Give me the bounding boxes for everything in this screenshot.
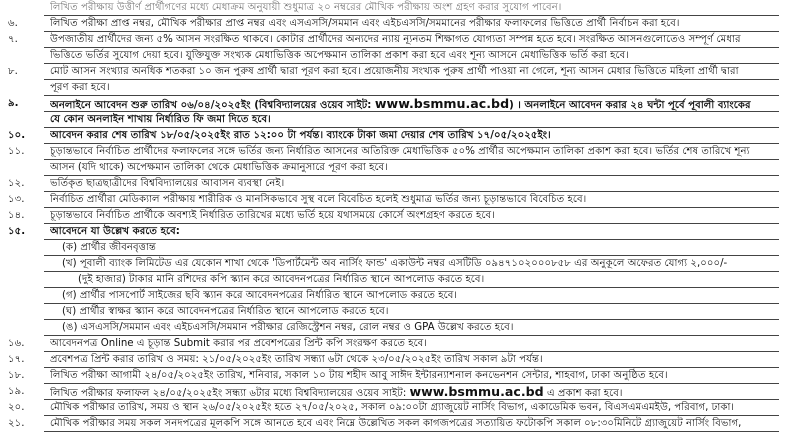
notice-text: (খ) পূবালী ব্যাংক লিমিটেড এর যেকোন শাখা থেকে 'ডিপার্টমেন্ট অব নার্সিং ফান্ড' একাউন্ট নম্বর এসটিডি ০৯৪৭১০২০০০৮৫৮ এর অনুকূলে অফেরত যোগ্য ২,০০০/- (62, 258, 728, 269)
notice-line (0, 352, 800, 368)
notice-line (0, 400, 800, 416)
item-number: ১৯. (8, 386, 25, 397)
notice-text: যে কোন অনলাইন শাখায় নির্ধারিত ফি জমা দিতে হবে। (50, 114, 271, 125)
website-url: www.bsmmu.ac.bd (409, 384, 544, 399)
notice-line (0, 288, 800, 304)
notice-text: (ক) প্রার্থীর জীবনবৃত্তান্ত (62, 242, 156, 253)
notice-line (0, 368, 800, 384)
notice-text: (দুই হাজার) টাকার মানি রশিদের কপি স্ক্যান করে আবেদনপত্রের নির্ধারিত স্থানে আপলোড করতে হবে। (78, 274, 485, 285)
notice-text: প্রবেশপত্র প্রিন্ট করার তারিখ ও সময়: ২১/০৫/২০২৫ইং তারিখ সন্ধ্যা ৬টা থেকে ২৩/০৫/২০২৫ইং তারিখ সকাল ৯টা পর্যন্ত। (50, 354, 543, 365)
notice-text: চূড়ান্তভাবে নির্বাচিত প্রার্থীকে অবশ্যই নির্ধারিত তারিখের মধ্যে ভর্তি হয়ে যথাসময়ে কোর্সে অংশগ্রহণ করতে হবে। (50, 210, 495, 221)
item-number: ১২. (8, 178, 25, 189)
item-number: ১৪. (8, 210, 25, 221)
item-number: ২১. (8, 418, 25, 429)
notice-text: লিখিত পরীক্ষা প্রাপ্ত নম্বর, মৌখিক পরীক্ষার প্রাপ্ত নম্বর এবং এসএসসি/সমমান এবং এইচএসসি/সমমানের পরীক্ষার ফলাফলের ভিত্তিতে প্রার্থী নির্বাচন করা হবে। (50, 18, 680, 29)
row-rule (44, 431, 779, 432)
item-number: ১০. (8, 130, 26, 141)
item-number: ১১. (8, 146, 25, 157)
notice-line (0, 208, 800, 224)
notice-text: মৌখিক পরীক্ষার সময় সকল সনদপত্রের মূলকপি সঙ্গে আনতে হবে এবং নিম্নে উল্লেখিত সকল কাগজপত্রের সত্যায়িত ফটোকপি সকাল ০৮:৩০মিনিটে গ্র্যাজুয়েট নার্সিং বিভাগ, (50, 418, 742, 429)
notice-text: নির্বাচিত প্রার্থীরা মেডিক্যাল পরীক্ষায় শারীরিক ও মানসিকভাবে সুস্থ বলে বিবেচিত হলেই শুধুমাত্র ভর্তির জন্য চূড়ান্তভাবে বিবেচিত হবে। (50, 194, 587, 205)
notice-text: আসন (যদি থাকে) অপেক্ষমান তালিকা থেকে মেধাভিত্তিক ক্রমানুসারে পূরণ করা হবে। (50, 162, 388, 173)
notice-line (0, 112, 800, 128)
notice-line (0, 192, 800, 208)
notice-text: আবেদনপত্র Online এ চূড়ান্ত Submit করার পর প্রবেশপত্রের প্রিন্ট কপি সংরক্ষণ করতে হবে। (50, 338, 427, 349)
notice-line (0, 240, 800, 256)
item-number: ১৭. (8, 354, 25, 365)
notice-line (0, 32, 800, 48)
notice-text: আবেদনে যা উল্লেখ করতে হবে: (50, 226, 180, 237)
notice-line (0, 16, 800, 32)
notice-line (0, 256, 800, 272)
item-number: ১৩. (8, 194, 25, 205)
item-number: ১৬. (8, 338, 25, 349)
notice-text: অনলাইনে আবেদন শুরু তারিখ ০৬/০৪/২০২৫ইং (বিশ্ববিদ্যালয়ের ওয়েব সাইট: www.bsmmu.ac.bd) । অনলাইনে আবেদন করার ২৪ ঘন্টা পূর্বে পূবালী ব্যাংকের (50, 96, 751, 111)
notice-text: চূড়ান্তভাবে নির্বাচিত প্রার্থীদের ফলাফলের সঙ্গে ভর্তির জন্য নির্ধারিত আসনের অতিরিক্ত মেধাভিত্তিক ৫০% প্রার্থীর অপেক্ষমান তালিকা প্রকাশ করা হবে। ভর্তির শেষ তারিখে শূন্য (50, 146, 750, 157)
notice-line (0, 416, 800, 432)
notice-line (0, 96, 800, 112)
item-number: ১৫. (8, 226, 26, 237)
notice-line (0, 176, 800, 192)
notice-line (0, 336, 800, 352)
item-number: ৬. (8, 18, 18, 29)
notice-line (0, 320, 800, 336)
notice-line (0, 48, 800, 64)
notice-text: আবেদন করার শেষ তারিখ ১৮/০৫/২০২৫ইং রাত ১২:০০ টা পর্যন্ত। ব্যাংকে টাকা জমা দেয়ার শেষ তারিখ ১৭/০৫/২০২৫ইং। (50, 130, 551, 141)
notice-line (0, 128, 800, 144)
notice-line (0, 144, 800, 160)
item-number: ৭. (8, 34, 18, 45)
item-number: ৯. (8, 98, 19, 109)
notice-text: লিখিত পরীক্ষার ফলাফল ২৪/০৫/২০২৫ইং সন্ধ্যা ৬টার মধ্যে বিশ্ববিদ্যালয়ের ওয়েব সাইট: www.bsmmu.ac.bd এ প্রকাশ করা হবে। (50, 384, 623, 399)
notice-text: মোট আসন সংখ্যার অনধিক শতকরা ১০ জন পুরুষ প্রার্থী দ্বারা পূরণ করা হবে। প্রয়োজনীয় সংখ্যক পুরুষ প্রার্থী পাওয়া না গেলে, শূন্য আসন মেধার ভিত্তিতে মহিলা প্রার্থী দ্বারা (50, 66, 739, 77)
notice-line (0, 224, 800, 240)
notice-text: পূরণ করা হবে। (50, 82, 110, 93)
notice-line (0, 64, 800, 80)
notice-text: উপজাতীয় প্রার্থীদের জন্য ৫% আসন সংরক্ষিত থাকবে। কোটার প্রার্থীদের অন্যদের ন্যায় ন্যূনতম শিক্ষাগত যোগ্যতা সম্পন্ন হতে হবে। সংরক্ষিত আসনগুলোতেও সম্পূর্ণ মেধার (50, 34, 741, 45)
notice-text: (ঙ) এসএসসি/সমমান এবং এইচএসসি/সমমান পরীক্ষার রেজিস্ট্রেশন নম্বর, রোল নম্বর ও GPA উল্লেখ করতে হবে। (62, 322, 514, 333)
notice-text: ভিত্তিতে ভর্তির সুযোগ দেয়া হবে। যুক্তিযুক্ত সংখ্যক মেধাভিত্তিক অপেক্ষমান তালিকা প্রকাশ করা হবে এবং শূন্য আসনে মেধাভিত্তিক ভর্তি করা হবে। (50, 50, 629, 61)
notice-text: (গ) প্রার্থীর পাসপোর্ট সাইজের ছবি স্ক্যান করে আবেদনপত্রের নির্ধারিত স্থানে আপলোড করতে হবে। (62, 290, 458, 301)
notice-line (0, 80, 800, 96)
item-number: ২০. (8, 402, 25, 413)
notice-text: লিখিত পরীক্ষায় উত্তীর্ণ প্রার্থীগণের মধ্যে মেধাক্রম অনুযায়ী শুধুমাত্র ২০ নম্বরের মৌখিক পরীক্ষায় অংশ গ্রহণ করার সুযোগ পাবেন। (50, 2, 562, 13)
notice-line (0, 160, 800, 176)
notice-text: মৌখিক পরীক্ষার তারিখ, সময় ও স্থান ২৬/০৫/২০২৫ইং হতে ২৭/০৫/২০২৫, সকাল ০৯:০০টা গ্র্যাজুয়েট নার্সিং বিভাগ, একাডেমিক ভবন, বিএসএমএমইউ, পরিবাগ, ঢাকা। (50, 402, 735, 413)
notice-line (0, 272, 800, 288)
item-number: ৮. (8, 66, 18, 77)
website-url: www.bsmmu.ac.bd (374, 96, 510, 111)
notice-text: লিখিত পরীক্ষা আগামী ২৪/০৫/২০২৫ইং তারিখ, শনিবার, সকাল ১০ টায় শহীদ আবু সাঈদ ইন্টারন্যাশনাল কনভেনশন সেন্টার, শাহবাগ, ঢাকা অনুষ্ঠিত হবে। (50, 370, 668, 381)
notice-line (0, 0, 800, 16)
notice-line (0, 304, 800, 320)
notice-line (0, 384, 800, 400)
item-number: ১৮. (8, 370, 25, 381)
notice-text: (ঘ) প্রার্থীর স্বাক্ষর স্ক্যান করে আবেদনপত্রের নির্ধারিত স্থানে আপলোড করতে হবে। (62, 306, 389, 317)
notice-text: ভর্তিকৃত ছাত্রছাত্রীদের বিশ্ববিদ্যালয়ের আবাসন ব্যবস্থা নেই। (50, 178, 285, 189)
